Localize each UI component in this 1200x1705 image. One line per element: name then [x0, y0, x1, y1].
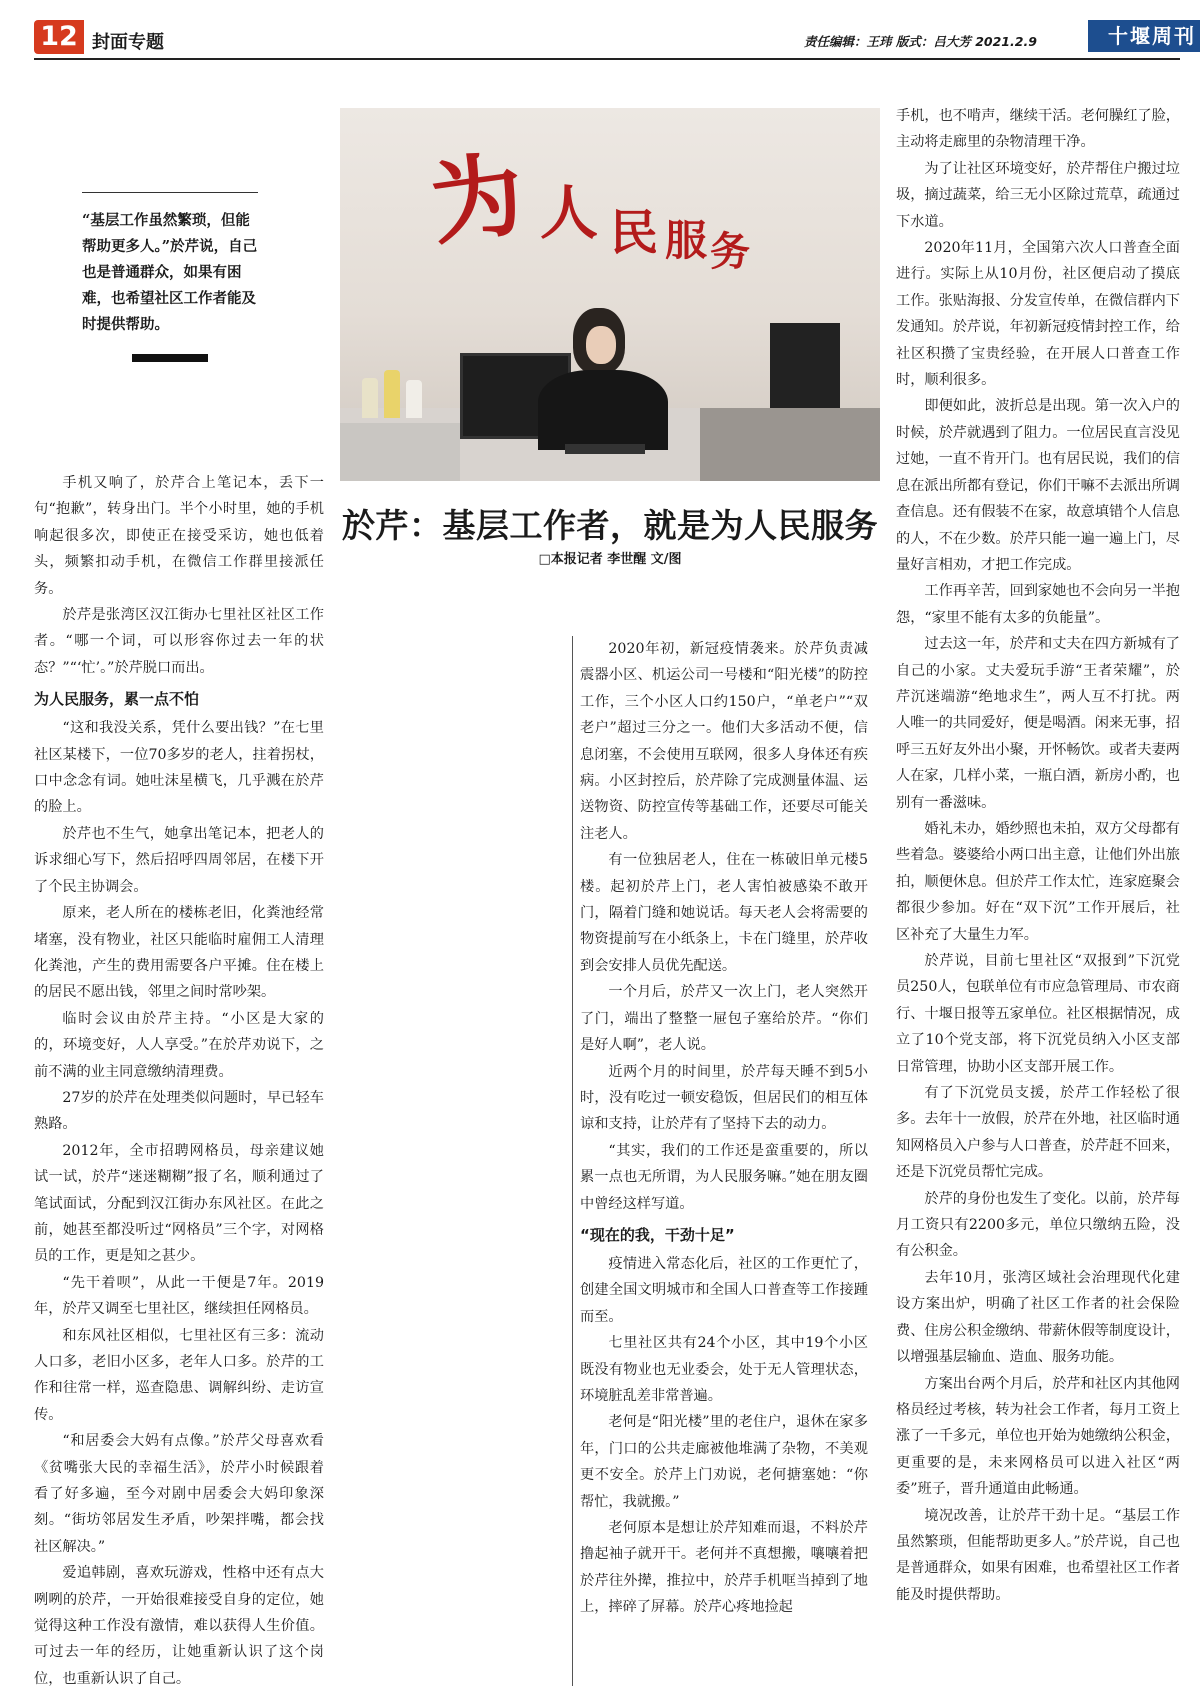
paragraph: 七里社区共有24个小区，其中19个小区既没有物业也无业委会，处于无人管理状态，环境脏乱差非常普遍。 [580, 1335, 868, 1404]
paragraph: 婚礼未办，婚纱照也未拍，双方父母都有些着急。婆婆给小两口出主意，让他们外出旅拍，顺便休息。但於芹工作太忙，连家庭聚会都很少参加。好在“双下沉”工作开展后，社区补充了大量生力军。 [896, 820, 1180, 943]
paragraph: 於芹的身份也发生了变化。以前，於芹每月工资只有2200多元，单位只缴纳五险，没有公积金。 [896, 1190, 1180, 1260]
section-name: 封面专题 [92, 32, 164, 53]
paragraph: 和东风社区相似，七里社区有三多：流动人口多，老旧小区多，老年人口多。於芹的工作和往常一样，巡查隐患、调解纠纷、走访宣传。 [34, 1327, 324, 1423]
editor-credits: 责任编辑：王玮 版式：吕大芳 2021.2.9 [804, 34, 1037, 49]
calligraphy-char: 为 [423, 139, 531, 259]
paragraph: 手机，也不啃声，继续干活。老何臊红了脸，主动将走廊里的杂物清理干净。 [896, 108, 1180, 151]
publication-logo: 十堰周刊 [1088, 20, 1200, 52]
paragraph: “这和我没关系，凭什么要出钱？”在七里社区某楼下，一位70多岁的老人，拄着拐杖，口中念念有词。她吐沫星横飞，几乎溅在於芹的脸上。 [34, 720, 324, 816]
bottle [384, 370, 400, 418]
paragraph: 方案出台两个月后，於芹和社区内其他网格员经过考核，转为社会工作者，每月工资上涨了一千多元，单位也开始为她缴纳公积金，更重要的是，未来网格员可以进入社区“两委”班子，晋升通道由此畅通。 [896, 1375, 1180, 1498]
paragraph: 老何是“阳光楼”里的老住户，退休在家多年，门口的公共走廊被他堆满了杂物，不美观更不安全。於芹上门劝说，老何搪塞她：“你帮忙，我就搬。” [580, 1414, 868, 1510]
paragraph: 疫情进入常态化后，社区的工作更忙了，创建全国文明城市和全国人口普查等工作接踵而至。 [580, 1255, 868, 1325]
paragraph: 过去这一年，於芹和丈夫在四方新城有了自己的小家。丈夫爱玩手游“王者荣耀”，於芹沉迷端游“绝地求生”，两人互不打扰。两人唯一的共同爱好，便是喝酒。闲来无事，招呼三五好友外出小聚，开怀畅饮。或者夫妻两人在家，几样小菜，一瓶白酒，新房小酌，也别有一番滋味。 [896, 636, 1180, 811]
computer-monitor [770, 323, 840, 408]
paragraph: 为了让社区环境变好，於芹帮住户搬过垃圾，摘过蔬菜，给三无小区除过荒草，疏通过下水道。 [896, 160, 1180, 230]
bottle [406, 380, 422, 418]
paragraph: 临时会议由於芹主持。“小区是大家的的，环境变好，人人享受。”在於芹劝说下，之前不满的业主同意缴纳清理费。 [34, 1010, 324, 1080]
paragraph: “其实，我们的工作还是蛮重要的，所以累一点也无所谓，为人民服务嘛。”她在朋友圈中曾经这样写道。 [580, 1142, 868, 1212]
paragraph: 於芹说，目前七里社区“双报到”下沉党员250人，包联单位有市应急管理局、市农商行、十堰日报等五家单位。社区根据情况，成立了10个党支部，将下沉党员纳入小区支部日常管理，协助小区支部开展工作。 [896, 953, 1180, 1075]
paragraph: 去年10月，张湾区域社会治理现代化建设方案出炉，明确了社区工作者的社会保险费、住房公积金缴纳、带薪休假等制度设计，以增强基层输血、造血、服务功能。 [896, 1269, 1180, 1366]
article-byline: □本报记者 李世醒 文/图 [538, 552, 682, 567]
paragraph: 近两个月的时间里，於芹每天睡不到5小时，没有吃过一顿安稳饭，但居民们的相互体谅和支持，让於芹有了坚持下去的动力。 [580, 1063, 868, 1133]
calligraphy-char: 民 [610, 205, 659, 261]
paragraph: 工作再辛苦，回到家她也不会向另一半抱怨，“家里不能有太多的负能量”。 [896, 583, 1180, 626]
office-cabinet [340, 423, 460, 481]
article-column-2 [580, 636, 868, 1621]
subheading: “现在的我，干劲十足” [580, 1225, 735, 1244]
page-number: 12 [34, 20, 84, 54]
paragraph: 2020年11月，全国第六次人口普查全面进行。实际上从10月份，社区便启动了摸底工作。张贴海报、分发宣传单，在微信群内下发通知。於芹说，年初新冠疫情封控工作，给社区积攒了宝贵经验，在开展人口普查工作时，顺利很多。 [896, 240, 1180, 389]
paragraph: 境况改善，让於芹干劲十足。“基层工作虽然繁琐，但能帮助更多人。”於芹说，自己也是普通群众，如果有困难，也希望社区工作者能及时提供帮助。 [896, 1507, 1180, 1603]
pullquote-rule-bottom [132, 354, 208, 362]
calligraphy-char: 务 [710, 228, 750, 275]
paragraph: 有了下沉党员支援，於芹工作轻松了很多。去年十一放假，於芹在外地，社区临时通知网格员入户参与人口普查，於芹赶不回来，还是下沉党员帮忙完成。 [896, 1085, 1180, 1181]
person-face [586, 326, 616, 364]
paragraph: 即便如此，波折总是出现。第一次入户的时候，於芹就遇到了阻力。一位居民直言没见过她，一直不肯开门。也有居民说，我们的信息在派出所都有登记，你们干嘛不去派出所调查信息。还有假装不在家，故意填错个人信息的人，不在少数。於芹只能一遍一遍上门，尽量好言相劝，才把工作完成。 [896, 398, 1180, 573]
header-divider [34, 58, 1180, 60]
subheading: 为人民服务，累一点不怕 [34, 690, 200, 709]
paragraph: 一个月后，於芹又一次上门，老人突然开了门，端出了整整一屉包子塞给於芹。“你们是好人啊”，老人说。 [580, 984, 868, 1054]
pullquote-rule-top [82, 192, 258, 193]
person-body [538, 370, 668, 450]
article-column-1 [34, 470, 324, 1692]
office-cabinet [700, 408, 880, 481]
article-photo [340, 108, 880, 481]
paragraph: 於芹是张湾区汉江街办七里社区社区工作者。“哪一个词，可以形容你过去一年的状态？”“‘忙’。”於芹脱口而出。 [34, 607, 324, 676]
paragraph: 老何原本是想让於芹知难而退，不料於芹撸起袖子就开干。老何并不真想搬，嚷嚷着把於芹往外撵，推拉中，於芹手机哐当掉到了地上，摔碎了屏幕。於芹心疼地捡起 [580, 1520, 868, 1616]
paragraph: 27岁的於芹在处理类似问题时，早已轻车熟路。 [34, 1089, 324, 1133]
article-column-3 [896, 103, 1180, 1608]
paragraph: 於芹也不生气，她拿出笔记本，把老人的诉求细心写下，然后招呼四周邻居，在楼下开了个民主协调会。 [34, 825, 324, 895]
paragraph: “先干着呗”，从此一干便是7年。2019年，於芹又调至七里社区，继续担任网格员。 [34, 1274, 324, 1318]
column-divider [572, 636, 573, 1686]
keyboard [565, 444, 645, 454]
calligraphy-char: 服 [665, 216, 708, 265]
bottle [362, 378, 378, 418]
article-headline: 於芹：基层工作者，就是为人民服务 [342, 506, 878, 545]
paragraph: 原来，老人所在的楼栋老旧，化粪池经常堵塞，没有物业，社区只能临时雇佣工人清理化粪池，产生的费用需要各户平摊。住在楼上的居民不愿出钱，邻里之间时常吵架。 [34, 905, 324, 1001]
paragraph: 2012年，全市招聘网格员，母亲建议她试一试，於芹“迷迷糊糊”报了名，顺利通过了笔试面试，分配到汉江街办东风社区。在此之前，她甚至都没听过“网格员”三个字，对网格员的工作，更是知之甚少。 [34, 1142, 324, 1265]
pull-quote: “基层工作虽然繁琐，但能帮助更多人。”於芹说，自己也是普通群众，如果有困难，也希望社区工作者能及时提供帮助。 [82, 212, 258, 333]
paragraph: 2020年初，新冠疫情袭来。於芹负责减震器小区、机运公司一号楼和“阳光楼”的防控工作，三个小区人口约150户，“单老户”“双老户”超过三分之一。他们大多活动不便，信息闭塞，不会使用互联网，很多人身体还有疾病。小区封控后，於芹除了完成测量体温、运送物资、防控宣传等基础工作，还要尽可能关注老人。 [580, 641, 868, 842]
paragraph: “和居委会大妈有点像。”於芹父母喜欢看《贫嘴张大民的幸福生活》，於芹小时候跟着看了好多遍，至今对剧中居委会大妈印象深刻。“街坊邻居发生矛盾，吵架拌嘴，都会找社区解决。” [34, 1433, 324, 1555]
paragraph: 有一位独居老人，住在一栋破旧单元楼5楼。起初於芹上门，老人害怕被感染不敢开门，隔着门缝和她说话。每天老人会将需要的物资提前写在小纸条上，卡在门缝里，於芹收到会安排人员优先配送。 [580, 852, 868, 974]
page-header [34, 18, 1196, 56]
paragraph: 手机又响了，於芹合上笔记本，丢下一句“抱歉”，转身出门。半个小时里，她的手机响起很多次，即使正在接受采访，她也低着头，频繁扣动手机，在微信工作群里接派任务。 [34, 475, 324, 597]
paragraph: 爱追韩剧，喜欢玩游戏，性格中还有点大咧咧的於芹，一开始很难接受自身的定位，她觉得这种工作没有激情，难以获得人生价值。可过去一年的经历，让她重新认识了这个岗位，也重新认识了自己。 [34, 1565, 324, 1687]
calligraphy-char: 人 [540, 179, 599, 247]
